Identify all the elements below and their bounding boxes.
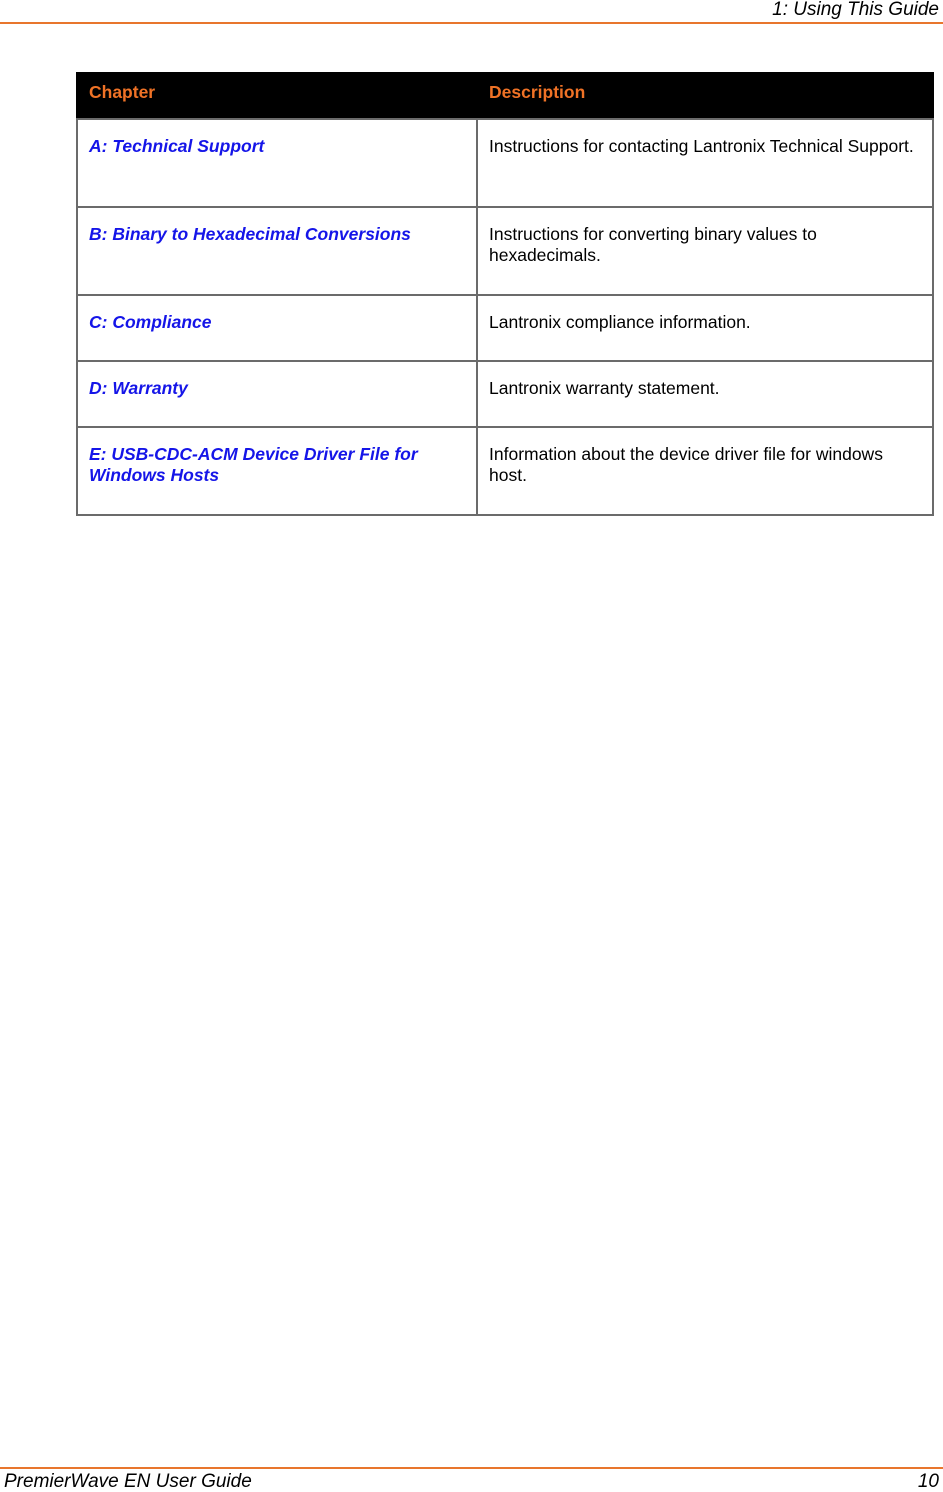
chapter-description: Lantronix warranty statement.: [477, 361, 933, 427]
chapter-link-compliance[interactable]: C: Compliance: [77, 295, 477, 361]
running-header-title: 1: Using This Guide: [772, 0, 939, 20]
chapter-link-technical-support[interactable]: A: Technical Support: [77, 119, 477, 207]
header-divider: [0, 22, 943, 24]
page-number: 10: [917, 1471, 939, 1492]
table-header-row: [77, 73, 933, 119]
table-row: [77, 207, 933, 295]
table-row: [77, 361, 933, 427]
table-row: [77, 119, 933, 207]
chapter-link-usb-cdc-acm[interactable]: E: USB-CDC-ACM Device Driver File for Windows Hosts: [77, 427, 477, 515]
chapter-link-binary-hex[interactable]: B: Binary to Hexadecimal Conversions: [77, 207, 477, 295]
table-row: [77, 427, 933, 515]
column-header-chapter: Chapter: [77, 73, 477, 119]
chapter-description: Instructions for contacting Lantronix Technical Support.: [477, 119, 933, 207]
chapter-description: Information about the device driver file for windows host.: [477, 427, 933, 515]
chapter-table: [76, 72, 934, 516]
footer-doc-title: PremierWave EN User Guide: [4, 1471, 252, 1492]
chapter-link-warranty[interactable]: D: Warranty: [77, 361, 477, 427]
footer-divider: [0, 1467, 943, 1469]
chapter-description: Lantronix compliance information.: [477, 295, 933, 361]
column-header-description: Description: [477, 73, 933, 119]
chapter-description: Instructions for converting binary values to hexadecimals.: [477, 207, 933, 295]
table-row: [77, 295, 933, 361]
